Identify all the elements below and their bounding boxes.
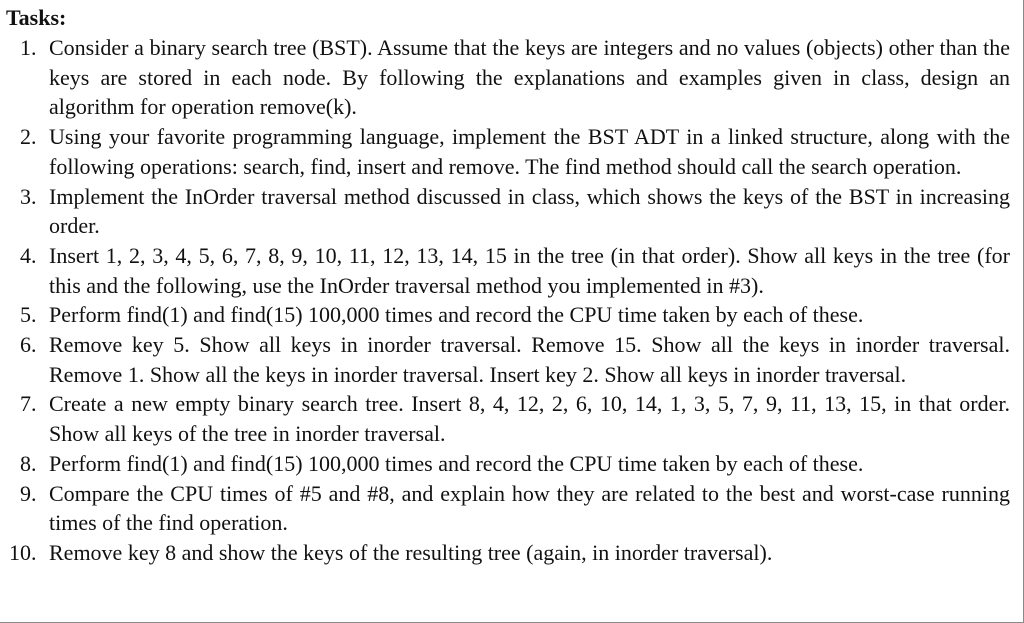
- task-item: [0, 122, 1024, 181]
- task-item: [0, 330, 1024, 389]
- task-item: [0, 33, 1024, 122]
- task-number: 1.: [20, 35, 37, 60]
- task-text: Remove key 8 and show the keys of the resulting tree (again, in inorder traversal).: [49, 539, 773, 565]
- task-item: [0, 449, 1024, 479]
- task-item: [0, 241, 1024, 300]
- task-number: 8.: [20, 450, 37, 476]
- task-list: [0, 33, 1024, 568]
- task-text: Compare the CPU times of #5 and #8, and explain how they are related to the best and worst-case running times of the find operation.: [49, 480, 1010, 536]
- task-number: 10.: [9, 539, 37, 565]
- task-number: 6.: [20, 332, 37, 358]
- task-number: 9.: [20, 480, 37, 506]
- task-text: Implement the InOrder traversal method discussed in class, which shows the keys of the BST in increasing order.: [49, 183, 1010, 239]
- task-number: 3.: [20, 183, 37, 209]
- task-text: Remove key 5. Show all keys in inorder traversal. Remove 15. Show all the keys in inorder traversal. Remove 1. Show all the keys in inorder traversal. Insert key 2. Show all keys in inorder traversal.: [49, 332, 1010, 387]
- task-item: [0, 389, 1024, 448]
- task-text: Consider a binary search tree (BST). Assume that the keys are integers and no values (objects) other than the keys are stored in each node. By following the explanations and examples given in class, design an algorithm for operation remove(k).: [49, 35, 1010, 120]
- tasks-heading: Tasks:: [6, 5, 67, 30]
- task-text: Using your favorite programming language, implement the BST ADT in a linked structure, along with the following operations: search, find, insert and remove. The find method should call the search operation.: [49, 124, 1010, 179]
- task-number: 2.: [20, 124, 37, 150]
- task-number: 4.: [20, 242, 37, 268]
- task-item: [0, 182, 1024, 241]
- task-item: [0, 300, 1024, 330]
- task-text: Perform find(1) and find(15) 100,000 times and record the CPU time taken by each of these.: [49, 450, 864, 476]
- task-number: 5.: [20, 302, 37, 328]
- task-number: 7.: [20, 391, 37, 417]
- task-item: [0, 479, 1024, 538]
- task-text: Insert 1, 2, 3, 4, 5, 6, 7, 8, 9, 10, 11, 12, 13, 14, 15 in the tree (in that order). Show all keys in the tree (for this and the following, use the InOrder traversal method you implemented in #3).: [49, 242, 1010, 298]
- task-item: [0, 538, 1024, 568]
- task-text: Create a new empty binary search tree. Insert 8, 4, 12, 2, 6, 10, 14, 1, 3, 5, 7, 9, 11, 13, 15, in that order. Show all keys of the tree in inorder traversal.: [49, 391, 1010, 447]
- task-text: Perform find(1) and find(15) 100,000 times and record the CPU time taken by each of these.: [49, 302, 864, 328]
